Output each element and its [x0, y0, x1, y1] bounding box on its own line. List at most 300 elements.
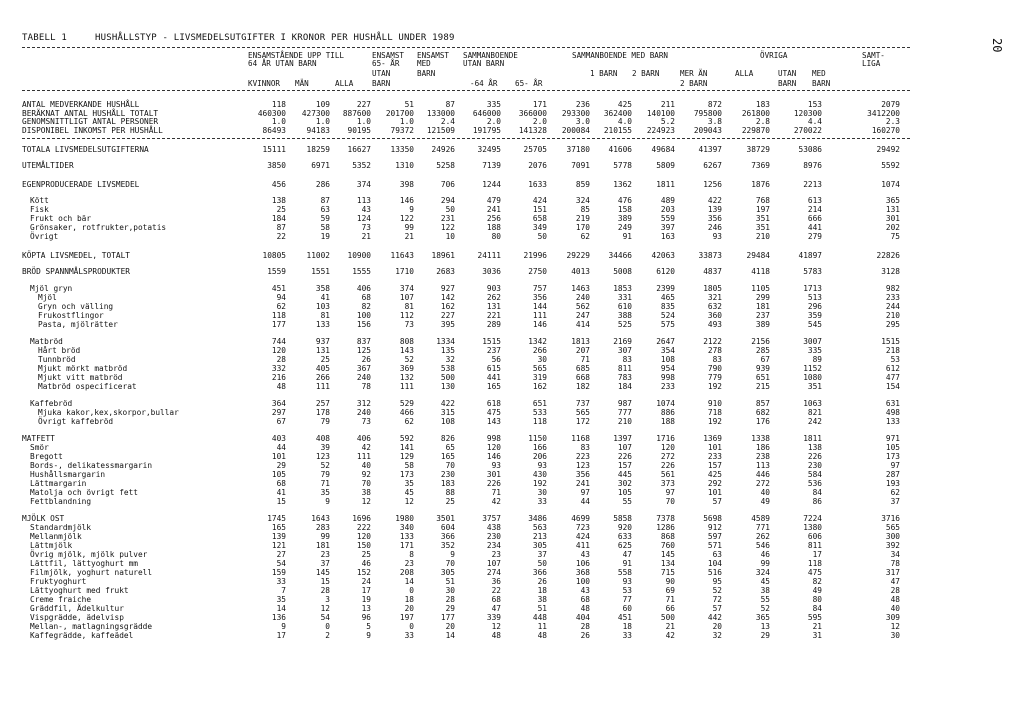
table-cell: 249	[617, 223, 632, 232]
table-cell: 29	[445, 604, 455, 613]
table-cell: 37180	[566, 145, 590, 154]
table-cell: 21	[404, 232, 414, 241]
table-cell: 158	[617, 205, 632, 214]
table-cell: 135	[440, 346, 455, 355]
table-cell: 498	[885, 408, 900, 417]
table-cell: 646000	[472, 109, 501, 118]
table-cell: 21	[361, 232, 371, 241]
table-cell: 3757	[482, 514, 501, 523]
table-cell: 389	[755, 320, 770, 329]
table-cell: 808	[399, 337, 414, 346]
table-cell: 262	[486, 293, 501, 302]
row-label: Matolja och övrigt fett	[30, 488, 138, 497]
table-cell: 364	[271, 399, 286, 408]
table-cell: 15111	[262, 145, 286, 154]
table-cell: 920	[617, 523, 632, 532]
table-cell: 111	[315, 382, 330, 391]
table-cell: 1515	[881, 337, 900, 346]
table-cell: 351	[807, 382, 822, 391]
table-cell: 1334	[436, 337, 455, 346]
table-cell: 615	[486, 364, 501, 373]
table-cell: 903	[486, 284, 501, 293]
table-cell: 272	[660, 452, 675, 461]
table-cell: 47	[622, 550, 632, 559]
table-cell: 3.0	[575, 117, 590, 126]
table-cell: 78	[890, 559, 900, 568]
table-cell: 414	[575, 320, 590, 329]
row-label: Kaffegrädde, kaffeädel	[30, 631, 134, 640]
table-cell: 4837	[703, 267, 722, 276]
row-label: Matbröd	[30, 337, 63, 346]
table-cell: 97	[665, 488, 675, 497]
table-cell: 5809	[656, 161, 675, 170]
table-cell: 331	[617, 293, 632, 302]
table-cell: 1713	[803, 284, 822, 293]
table-cell: 123	[575, 461, 590, 470]
table-cell: 188	[660, 417, 675, 426]
table-cell: 29492	[876, 145, 900, 154]
table-cell: 86	[812, 497, 822, 506]
table-cell: 1853	[613, 284, 632, 293]
table-cell: 68	[491, 595, 501, 604]
row-label: MJÖLK OST	[22, 514, 65, 523]
table-cell: 191795	[472, 126, 501, 135]
table-cell: 96	[361, 613, 371, 622]
table-cell: 757	[532, 284, 547, 293]
table-cell: 82	[812, 577, 822, 586]
table-cell: 203	[660, 205, 675, 214]
table-cell: 87	[320, 196, 330, 205]
table-cell: 293300	[561, 109, 590, 118]
table-cell: 25	[276, 205, 286, 214]
table-cell: 29	[276, 461, 286, 470]
table-cell: 233	[660, 382, 675, 391]
table-cell: 57	[712, 604, 722, 613]
table-cell: 48	[580, 604, 590, 613]
table-cell: 139	[707, 205, 722, 214]
table-cell: 366	[532, 568, 547, 577]
table-cell: 88	[445, 488, 455, 497]
table-cell: 516	[707, 568, 722, 577]
table-cell: 197	[755, 205, 770, 214]
table-cell: 113	[755, 461, 770, 470]
table-cell: 1716	[656, 434, 675, 443]
table-cell: 340	[399, 523, 414, 532]
table-cell: 373	[660, 479, 675, 488]
table-cell: 18259	[306, 145, 330, 154]
table-cell: 5008	[613, 267, 632, 276]
table-cell: 12	[890, 622, 900, 631]
table-cell: 53	[890, 355, 900, 364]
table-cell: 120	[356, 532, 371, 541]
table-cell: 682	[755, 408, 770, 417]
table-cell: 105	[885, 443, 900, 452]
table-cell: 9	[366, 631, 371, 640]
table-cell: 240	[356, 373, 371, 382]
table-cell: 0	[409, 586, 414, 595]
table-cell: 91	[622, 559, 632, 568]
table-cell: 262	[755, 532, 770, 541]
table-cell: 777	[617, 408, 632, 417]
table-cell: 184	[617, 382, 632, 391]
table-cell: 92	[361, 470, 371, 479]
table-cell: 45	[404, 488, 414, 497]
table-cell: 107	[399, 293, 414, 302]
table-cell: 34	[890, 550, 900, 559]
table-cell: 210	[885, 311, 900, 320]
table-cell: 120	[486, 443, 501, 452]
table-cell: 34466	[608, 251, 632, 260]
table-cell: 24	[361, 577, 371, 586]
table-cell: 238	[755, 452, 770, 461]
table-cell: 53086	[798, 145, 822, 154]
table-cell: 4589	[751, 514, 770, 523]
table-cell: 36	[491, 577, 501, 586]
table-cell: 10805	[262, 251, 286, 260]
table-cell: 1362	[613, 180, 632, 189]
table-cell: 231	[440, 214, 455, 223]
table-cell: 53	[622, 586, 632, 595]
table-cell: 606	[807, 532, 822, 541]
table-cell: 165	[440, 452, 455, 461]
table-cell: 97	[890, 461, 900, 470]
row-label: BRÖD SPANNMÅLSPRODUKTER	[22, 267, 130, 276]
table-cell: 1.0	[315, 117, 330, 126]
table-cell: 104	[707, 559, 722, 568]
table-cell: 3036	[482, 267, 501, 276]
row-label: Fruktyoghurt	[30, 577, 87, 586]
table-cell: 524	[660, 311, 675, 320]
table-cell: 1105	[751, 284, 770, 293]
table-cell: 160270	[871, 126, 900, 135]
table-cell: 859	[575, 180, 590, 189]
row-label: Bords-, delikatessmargarin	[30, 461, 153, 470]
table-cell: 81	[404, 302, 414, 311]
table-cell: 133	[315, 320, 330, 329]
table-cell: 558	[617, 568, 632, 577]
table-cell: 283	[315, 523, 330, 532]
table-cell: 90195	[347, 126, 371, 135]
table-cell: 33	[404, 631, 414, 640]
table-cell: 1559	[267, 267, 286, 276]
table-cell: 83	[580, 443, 590, 452]
table-cell: 17	[361, 586, 371, 595]
table-cell: 84	[812, 604, 822, 613]
table-cell: 103	[315, 302, 330, 311]
table-cell: 3007	[803, 337, 822, 346]
table-cell: 222	[356, 523, 371, 532]
table-cell: 441	[486, 373, 501, 382]
table-cell: 5258	[436, 161, 455, 170]
table-cell: 183	[755, 100, 770, 109]
table-cell: 25	[445, 497, 455, 506]
table-cell: 85	[580, 205, 590, 214]
table-cell: 289	[486, 320, 501, 329]
table-cell: 5778	[613, 161, 632, 170]
table-cell: 68	[276, 479, 286, 488]
table-cell: 72	[712, 595, 722, 604]
row-label: Lättmjölk	[30, 541, 73, 550]
table-cell: 156	[356, 320, 371, 329]
table-cell: 14	[404, 577, 414, 586]
table-cell: 1168	[571, 434, 590, 443]
table-cell: 666	[807, 214, 822, 223]
table-cell: 57	[712, 497, 722, 506]
table-cell: 107	[486, 559, 501, 568]
table-cell: 118	[807, 559, 822, 568]
col-header: MED	[417, 59, 431, 68]
table-cell: 366	[440, 532, 455, 541]
table-cell: 565	[532, 364, 547, 373]
row-label: Hårt bröd	[38, 346, 81, 355]
table-cell: 388	[617, 311, 632, 320]
table-cell: 242	[807, 417, 822, 426]
table-cell: 17	[276, 631, 286, 640]
table-cell: 131	[315, 346, 330, 355]
table-cell: 500	[660, 613, 675, 622]
table-cell: 479	[486, 196, 501, 205]
table-cell: 14	[445, 631, 455, 640]
table-cell: 476	[617, 196, 632, 205]
col-header: SAMMANBOENDE	[463, 51, 518, 60]
table-cell: 125	[356, 346, 371, 355]
table-cell: 41397	[698, 145, 722, 154]
table-cell: 101	[707, 488, 722, 497]
row-label: Lättfil, lättyoghurt mm	[30, 559, 138, 568]
table-cell: 351	[755, 214, 770, 223]
table-cell: 7224	[803, 514, 822, 523]
table-cell: 229870	[741, 126, 770, 135]
table-cell: 28	[580, 622, 590, 631]
table-cell: 982	[885, 284, 900, 293]
table-cell: 887600	[342, 109, 371, 118]
table-cell: 48	[537, 631, 547, 640]
table-cell: 610	[617, 302, 632, 311]
table-cell: 23	[320, 550, 330, 559]
table-cell: 25	[361, 550, 371, 559]
row-label: Mjöl	[38, 293, 57, 302]
table-cell: 8976	[803, 161, 822, 170]
table-cell: 595	[807, 613, 822, 622]
table-cell: 857	[755, 399, 770, 408]
table-cell: 213	[532, 532, 547, 541]
table-cell: 193	[885, 479, 900, 488]
table-cell: 33	[622, 631, 632, 640]
table-cell: 163	[660, 232, 675, 241]
table-cell: 93	[622, 577, 632, 586]
table-cell: 489	[660, 196, 675, 205]
table-cell: 182	[575, 382, 590, 391]
table-cell: 111	[356, 452, 371, 461]
table-cell: 1.0	[271, 117, 286, 126]
table-cell: 1397	[613, 434, 632, 443]
row-label: Frukt och bär	[30, 214, 92, 223]
table-cell: 42	[491, 497, 501, 506]
table-cell: 38	[760, 586, 770, 595]
col-header: 65- ÅR	[372, 59, 400, 68]
table-cell: 49	[812, 586, 822, 595]
table-cell: 224923	[646, 126, 675, 135]
table-cell: 2683	[436, 267, 455, 276]
table-cell: 1811	[656, 180, 675, 189]
table-cell: 27	[276, 550, 286, 559]
col-header: ENSAMST	[417, 51, 450, 60]
table-cell: 67	[760, 355, 770, 364]
table-cell: 538	[440, 364, 455, 373]
col-header: ENSAMST	[372, 51, 405, 60]
table-cell: 1338	[751, 434, 770, 443]
table-cell: 18	[622, 622, 632, 631]
table-cell: 144	[532, 302, 547, 311]
col-header: BARN	[812, 79, 831, 88]
table-cell: 445	[617, 470, 632, 479]
table-cell: 493	[707, 320, 722, 329]
table-cell: 241	[575, 479, 590, 488]
table-cell: 257	[315, 399, 330, 408]
table-cell: 5592	[881, 161, 900, 170]
table-cell: 403	[271, 434, 286, 443]
table-cell: 162	[532, 382, 547, 391]
table-cell: 625	[617, 541, 632, 550]
table-cell: 422	[440, 399, 455, 408]
table-cell: 234	[486, 541, 501, 550]
table-cell: 256	[486, 214, 501, 223]
table-cell: 38	[361, 488, 371, 497]
row-label: UTEMÅLTIDER	[22, 161, 74, 170]
table-cell: 335	[807, 346, 822, 355]
table-cell: 1286	[656, 523, 675, 532]
table-cell: 5352	[352, 161, 371, 170]
table-cell: 99	[760, 559, 770, 568]
table-cell: 33	[537, 497, 547, 506]
table-cell: 927	[440, 284, 455, 293]
table-cell: 1.0	[399, 117, 414, 126]
table-cell: 22826	[876, 251, 900, 260]
table-cell: 54	[320, 613, 330, 622]
table-cell: 200084	[561, 126, 590, 135]
table-cell: 779	[707, 373, 722, 382]
table-cell: 101	[271, 452, 286, 461]
table-cell: 40	[890, 604, 900, 613]
table-cell: 59	[320, 214, 330, 223]
col-header: 64 ÅR UTAN BARN	[248, 59, 317, 68]
col-header: MER ÄN	[680, 69, 708, 78]
table-cell: 404	[575, 613, 590, 622]
table-cell: 1244	[482, 180, 501, 189]
table-cell: 136	[271, 613, 286, 622]
row-label: Tunnbröd	[38, 355, 76, 364]
table-cell: 40	[361, 461, 371, 470]
table-cell: 52	[712, 586, 722, 595]
table-cell: 525	[617, 320, 632, 329]
rule-top	[22, 47, 910, 48]
table-cell: 47	[491, 604, 501, 613]
col-header: ÖVRIGA	[760, 51, 788, 60]
table-cell: 954	[660, 364, 675, 373]
table-cell: 15	[320, 577, 330, 586]
table-cell: 2.0	[532, 117, 547, 126]
table-cell: 2.8	[755, 117, 770, 126]
table-cell: 118	[271, 311, 286, 320]
table-cell: 71	[491, 488, 501, 497]
table-cell: 142	[440, 293, 455, 302]
table-cell: 1369	[703, 434, 722, 443]
table-cell: 100	[575, 577, 590, 586]
table-cell: 366000	[518, 109, 547, 118]
table-cell: 121509	[426, 126, 455, 135]
table-cell: 613	[807, 196, 822, 205]
table-cell: 129	[399, 452, 414, 461]
table-cell: 131	[486, 302, 501, 311]
table-cell: 2156	[751, 337, 770, 346]
table-cell: 62	[276, 302, 286, 311]
col-header: 2 BARN	[632, 69, 660, 78]
table-cell: 356	[532, 293, 547, 302]
table-cell: 718	[707, 408, 722, 417]
table-cell: 186	[755, 443, 770, 452]
table-cell: 406	[356, 284, 371, 293]
table-cell: 360	[707, 311, 722, 320]
table-cell: 77	[622, 595, 632, 604]
table-cell: 8	[409, 550, 414, 559]
col-header: UTAN	[372, 69, 391, 78]
table-cell: 184	[271, 214, 286, 223]
table-cell: 301	[885, 214, 900, 223]
table-cell: 2.4	[440, 117, 455, 126]
table-cell: 38729	[746, 145, 770, 154]
row-label: Frukostflingor	[38, 311, 104, 320]
table-cell: 359	[807, 311, 822, 320]
table-cell: 1.0	[356, 117, 371, 126]
table-cell: 32495	[477, 145, 501, 154]
table-cell: 41	[320, 293, 330, 302]
table-cell: 2213	[803, 180, 822, 189]
table-cell: 65	[445, 443, 455, 452]
table-cell: 183	[440, 479, 455, 488]
table-cell: 52	[320, 461, 330, 470]
table-cell: 604	[440, 523, 455, 532]
table-cell: 150	[356, 541, 371, 550]
table-cell: 106	[575, 559, 590, 568]
table-cell: 305	[532, 541, 547, 550]
table-cell: 365	[885, 196, 900, 205]
table-cell: 240	[356, 408, 371, 417]
table-cell: 12	[320, 604, 330, 613]
table-cell: 130	[440, 382, 455, 391]
table-cell: 48	[491, 631, 501, 640]
table-cell: 73	[361, 417, 371, 426]
table-cell: 210155	[603, 126, 632, 135]
table-cell: 4013	[571, 267, 590, 276]
table-cell: 66	[665, 604, 675, 613]
table-cell: 236	[575, 100, 590, 109]
table-cell: 633	[617, 532, 632, 541]
table-cell: 3501	[436, 514, 455, 523]
table-cell: 173	[885, 452, 900, 461]
col-header: KVINNOR	[248, 79, 281, 88]
table-cell: 33873	[698, 251, 722, 260]
table-cell: 197	[399, 613, 414, 622]
table-cell: 188	[486, 223, 501, 232]
table-cell: 406	[356, 434, 371, 443]
table-cell: 70	[361, 479, 371, 488]
table-cell: 46	[361, 559, 371, 568]
table-cell: 651	[532, 399, 547, 408]
table-cell: 121	[271, 541, 286, 550]
table-cell: 181	[315, 541, 330, 550]
table-cell: 247	[575, 311, 590, 320]
table-cell: 71	[320, 479, 330, 488]
